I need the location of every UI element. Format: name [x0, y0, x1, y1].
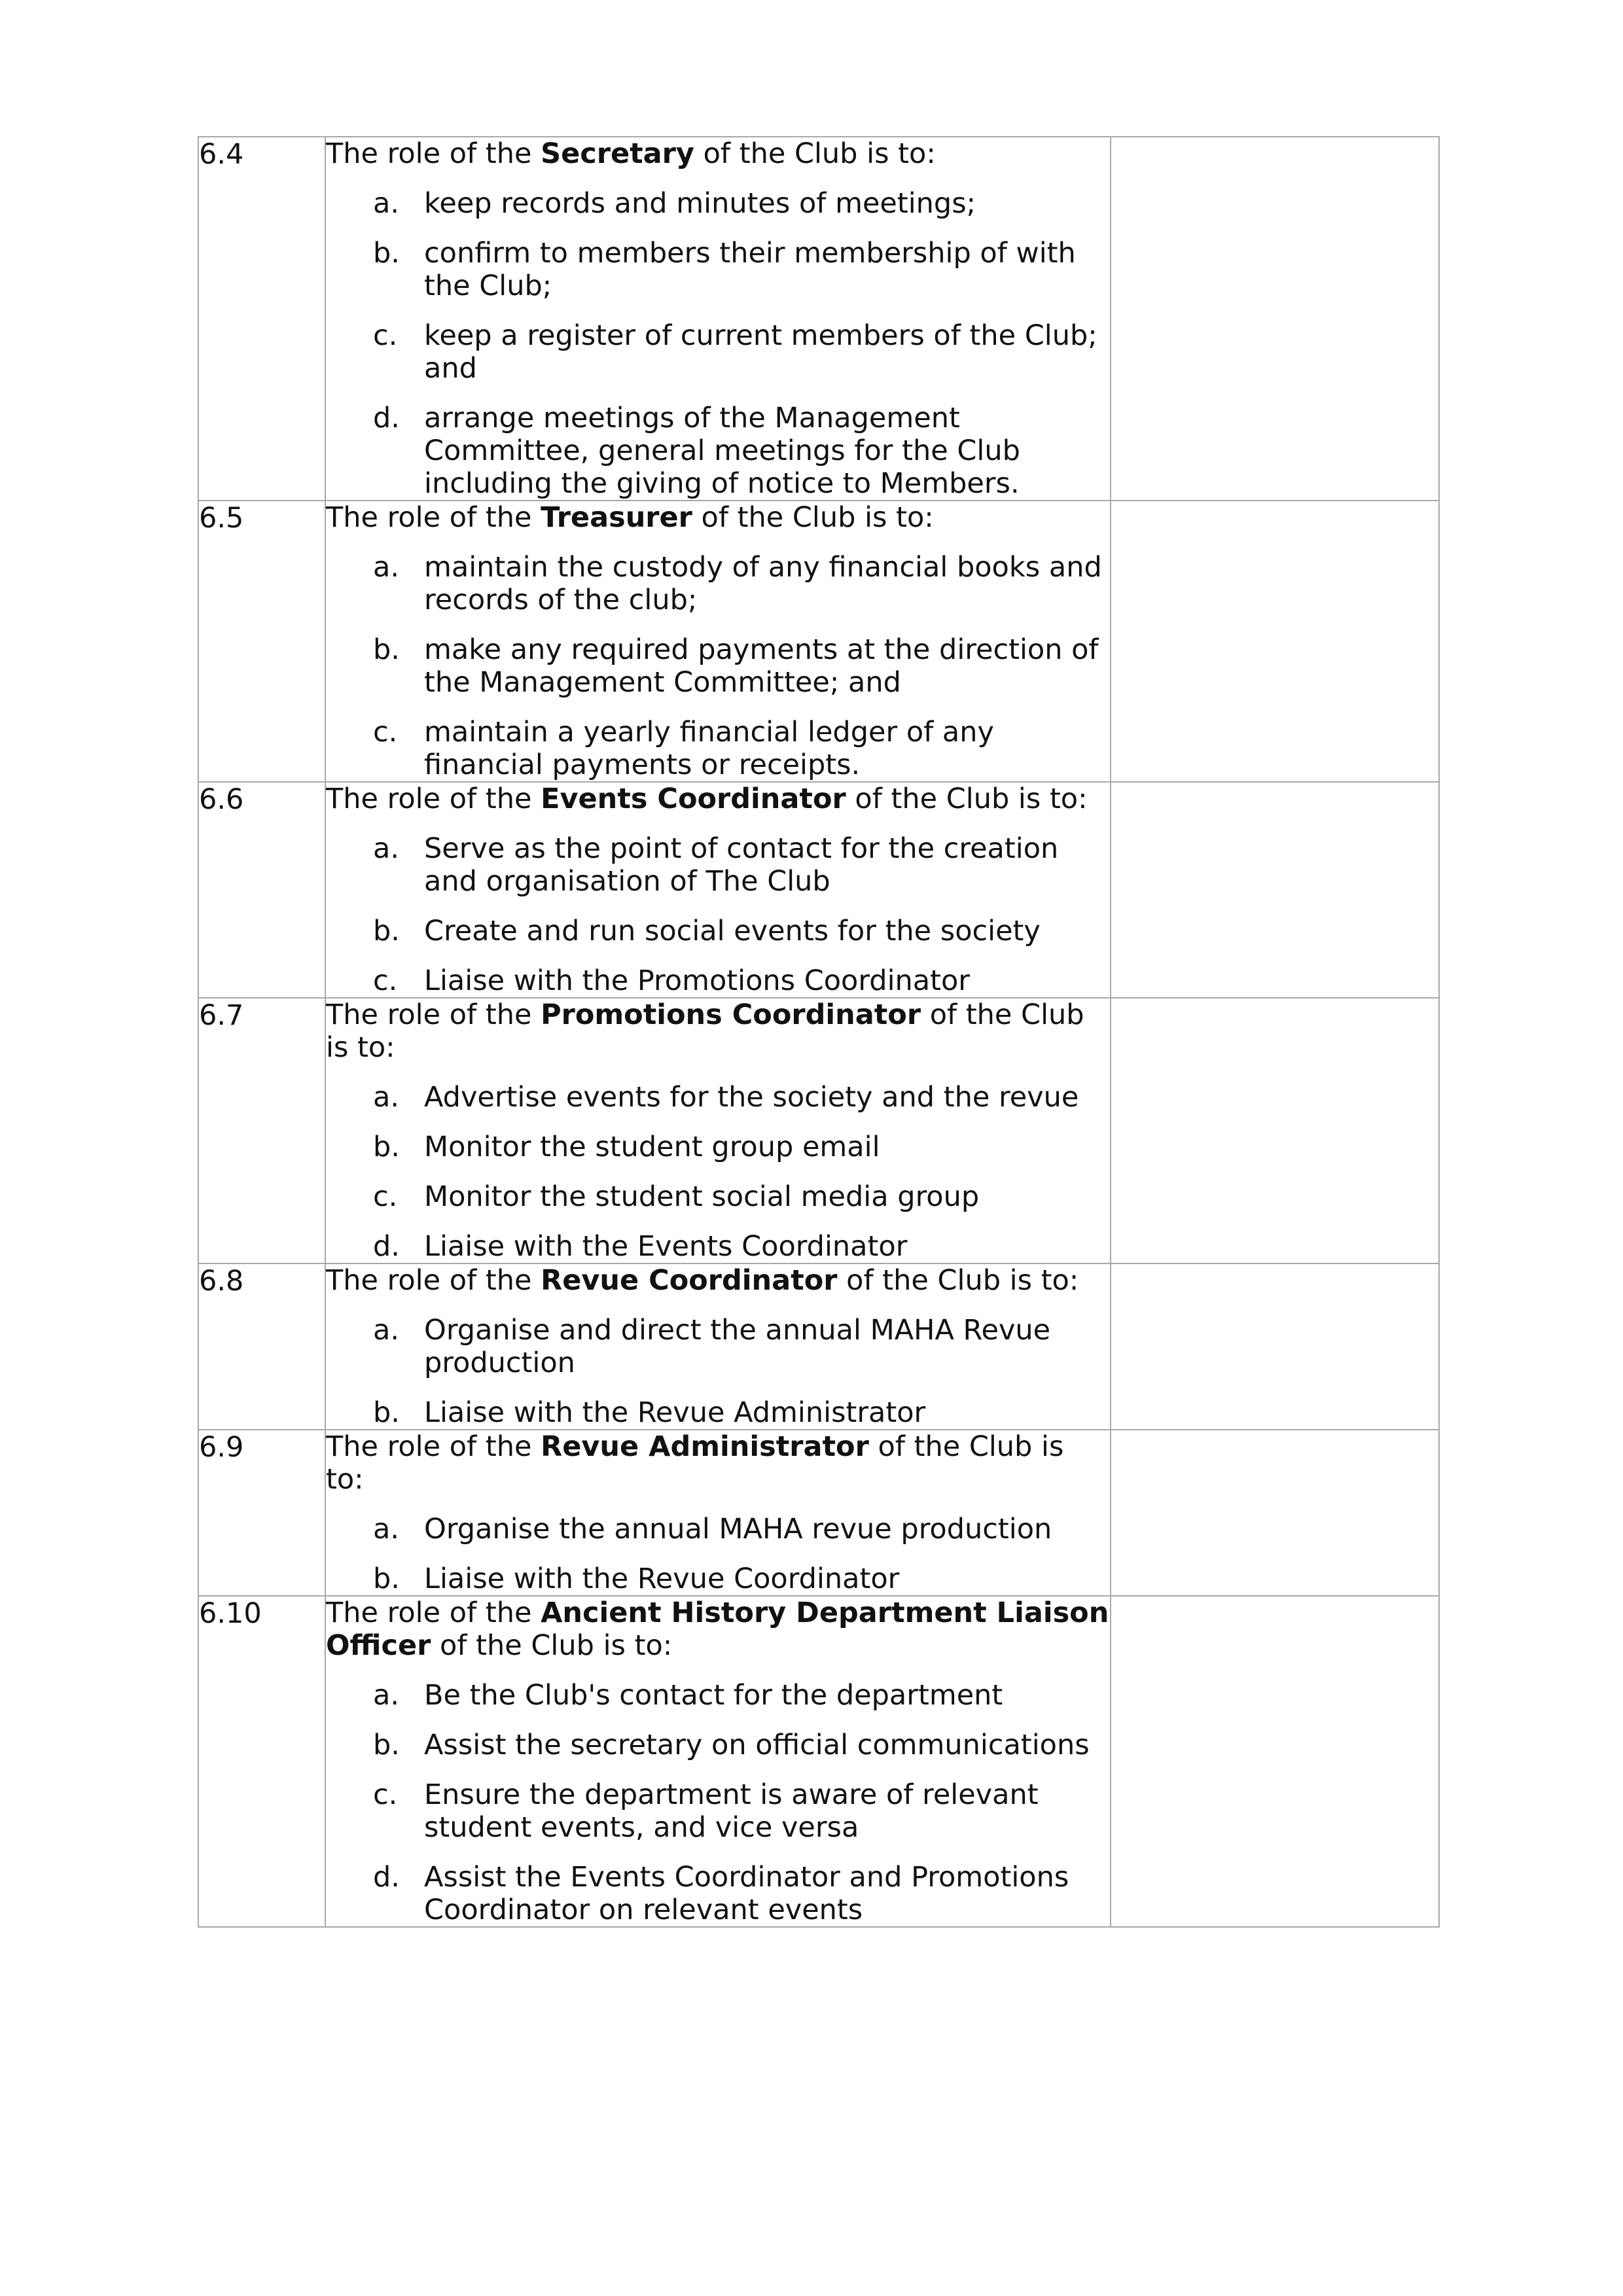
duty-text: Assist the Events Coordinator and Promotions Coordinator on relevant events	[424, 1861, 1069, 1926]
duty-text: Assist the secretary on official communications	[424, 1729, 1090, 1761]
duty-item	[326, 551, 1110, 616]
duty-list	[326, 1513, 1110, 1595]
duty-text: Organise the annual MAHA revue production	[424, 1513, 1052, 1545]
duty-text: maintain a yearly financial ledger of any financial payments or receipts.	[424, 716, 994, 781]
duty-marker: a.	[373, 1679, 400, 1712]
intro-after: of the Club is to:	[326, 998, 1084, 1064]
duty-item	[326, 402, 1110, 500]
duty-item	[326, 1513, 1110, 1545]
duty-marker: b.	[373, 1563, 400, 1595]
intro-before: The role of the	[326, 998, 541, 1031]
clause-row	[198, 1430, 1439, 1596]
duty-item	[326, 915, 1110, 947]
clause-number: 6.5	[198, 501, 325, 782]
role-title: Secretary	[541, 137, 694, 170]
duty-text: Liaise with the Events Coordinator	[424, 1230, 908, 1263]
intro-before: The role of the	[326, 1430, 541, 1463]
clause-number: 6.6	[198, 782, 325, 998]
duty-item	[326, 633, 1110, 699]
clause-number: 6.8	[198, 1263, 325, 1430]
role-title: Revue Coordinator	[541, 1264, 838, 1297]
duty-marker: a.	[373, 832, 400, 865]
duty-marker: b.	[373, 237, 400, 270]
duty-list	[326, 1679, 1110, 1926]
clause-row	[198, 137, 1439, 501]
duty-item	[326, 1230, 1110, 1263]
blank-column-cell	[1111, 1430, 1439, 1596]
duty-text: Ensure the department is aware of relevant student events, and vice versa	[424, 1778, 1039, 1844]
blank-column-cell	[1111, 998, 1439, 1263]
duty-list	[326, 1314, 1110, 1429]
blank-column-cell	[1111, 1596, 1439, 1927]
clause-intro	[326, 137, 1110, 170]
duty-item	[326, 237, 1110, 302]
duty-item	[326, 716, 1110, 781]
clause-intro	[326, 1264, 1110, 1297]
clause-intro	[326, 1597, 1110, 1662]
duty-text: Be the Club's contact for the department	[424, 1679, 1003, 1712]
duty-marker: a.	[373, 1081, 400, 1114]
duty-text: keep records and minutes of meetings;	[424, 187, 976, 220]
clause-row	[198, 1596, 1439, 1927]
duty-marker: b.	[373, 1131, 400, 1163]
role-title: Promotions Coordinator	[541, 998, 921, 1031]
clause-number: 6.9	[198, 1430, 325, 1596]
duty-text: Create and run social events for the society	[424, 915, 1041, 947]
duty-text: Advertise events for the society and the revue	[424, 1081, 1079, 1114]
duty-list	[326, 832, 1110, 997]
duty-marker: a.	[373, 551, 400, 584]
intro-after: of the Club is to:	[326, 1430, 1064, 1496]
duty-text: make any required payments at the direction of the Management Committee; and	[424, 633, 1099, 699]
roles-table	[198, 136, 1440, 1928]
intro-before: The role of the	[326, 137, 541, 170]
roles-table-body	[198, 137, 1439, 1927]
duty-list	[326, 1081, 1110, 1263]
duty-marker: c.	[373, 716, 398, 749]
duty-item	[326, 832, 1110, 898]
duty-marker: d.	[373, 1861, 400, 1894]
clause-intro	[326, 1430, 1110, 1496]
duty-text: Organise and direct the annual MAHA Revue production	[424, 1314, 1051, 1379]
intro-after: of the Club is to:	[694, 137, 936, 170]
intro-before: The role of the	[326, 501, 541, 534]
blank-column-cell	[1111, 501, 1439, 782]
clause-text-cell	[325, 1263, 1111, 1430]
intro-after: of the Club is to:	[846, 783, 1088, 815]
clause-number: 6.10	[198, 1596, 325, 1927]
duty-text: maintain the custody of any financial books and records of the club;	[424, 551, 1102, 616]
clause-text-cell	[325, 501, 1111, 782]
duty-text: Liaise with the Promotions Coordinator	[424, 964, 970, 997]
duty-text: keep a register of current members of the Club; and	[424, 319, 1097, 385]
clause-text-cell	[325, 1596, 1111, 1927]
clause-row	[198, 501, 1439, 782]
duty-marker: d.	[373, 1230, 400, 1263]
duty-item	[326, 1679, 1110, 1712]
role-title: Events Coordinator	[541, 783, 846, 815]
duty-item	[326, 1131, 1110, 1163]
clause-intro	[326, 501, 1110, 534]
duty-marker: b.	[373, 915, 400, 947]
duty-item	[326, 1081, 1110, 1114]
duty-marker: c.	[373, 319, 398, 352]
role-title: Revue Administrator	[541, 1430, 869, 1463]
clause-text-cell	[325, 782, 1111, 998]
clause-row	[198, 1263, 1439, 1430]
duty-marker: b.	[373, 1396, 400, 1429]
intro-after: of the Club is to:	[431, 1629, 673, 1662]
clause-intro	[326, 783, 1110, 815]
duty-item	[326, 319, 1110, 385]
duty-marker: c.	[373, 964, 398, 997]
intro-before: The role of the	[326, 1264, 541, 1297]
duty-item	[326, 1314, 1110, 1379]
duty-marker: d.	[373, 402, 400, 434]
role-title: Treasurer	[541, 501, 692, 534]
duty-item	[326, 1180, 1110, 1213]
duty-marker: a.	[373, 1513, 400, 1545]
duty-text: Monitor the student social media group	[424, 1180, 980, 1213]
clause-text-cell	[325, 137, 1111, 501]
clause-intro	[326, 998, 1110, 1064]
duty-marker: c.	[373, 1778, 398, 1811]
blank-column-cell	[1111, 137, 1439, 501]
duty-marker: a.	[373, 187, 400, 220]
clause-row	[198, 782, 1439, 998]
duty-item	[326, 1563, 1110, 1595]
duty-item	[326, 1729, 1110, 1761]
duty-text: Serve as the point of contact for the creation and organisation of The Club	[424, 832, 1059, 898]
duty-text: Liaise with the Revue Coordinator	[424, 1563, 900, 1595]
blank-column-cell	[1111, 782, 1439, 998]
duty-marker: c.	[373, 1180, 398, 1213]
duty-item	[326, 1861, 1110, 1926]
intro-after: of the Club is to:	[837, 1264, 1079, 1297]
intro-before: The role of the	[326, 783, 541, 815]
duty-text: Monitor the student group email	[424, 1131, 880, 1163]
duty-marker: a.	[373, 1314, 400, 1347]
intro-before: The role of the	[326, 1597, 541, 1629]
clause-text-cell	[325, 998, 1111, 1263]
duty-text: Liaise with the Revue Administrator	[424, 1396, 926, 1429]
clause-number: 6.4	[198, 137, 325, 501]
duty-marker: b.	[373, 633, 400, 666]
duty-list	[326, 187, 1110, 500]
duty-text: confirm to members their membership of with the Club;	[424, 237, 1076, 302]
duty-marker: b.	[373, 1729, 400, 1761]
duty-list	[326, 551, 1110, 781]
duty-text: arrange meetings of the Management Committee, general meetings for the Club including the giving of notice to Members.	[424, 402, 1020, 500]
duty-item	[326, 1778, 1110, 1844]
duty-item	[326, 964, 1110, 997]
clause-number: 6.7	[198, 998, 325, 1263]
clause-row	[198, 998, 1439, 1263]
clause-text-cell	[325, 1430, 1111, 1596]
role-title: Ancient History Department Liaison Officer	[326, 1597, 1109, 1662]
blank-column-cell	[1111, 1263, 1439, 1430]
duty-item	[326, 187, 1110, 220]
intro-after: of the Club is to:	[692, 501, 934, 534]
duty-item	[326, 1396, 1110, 1429]
